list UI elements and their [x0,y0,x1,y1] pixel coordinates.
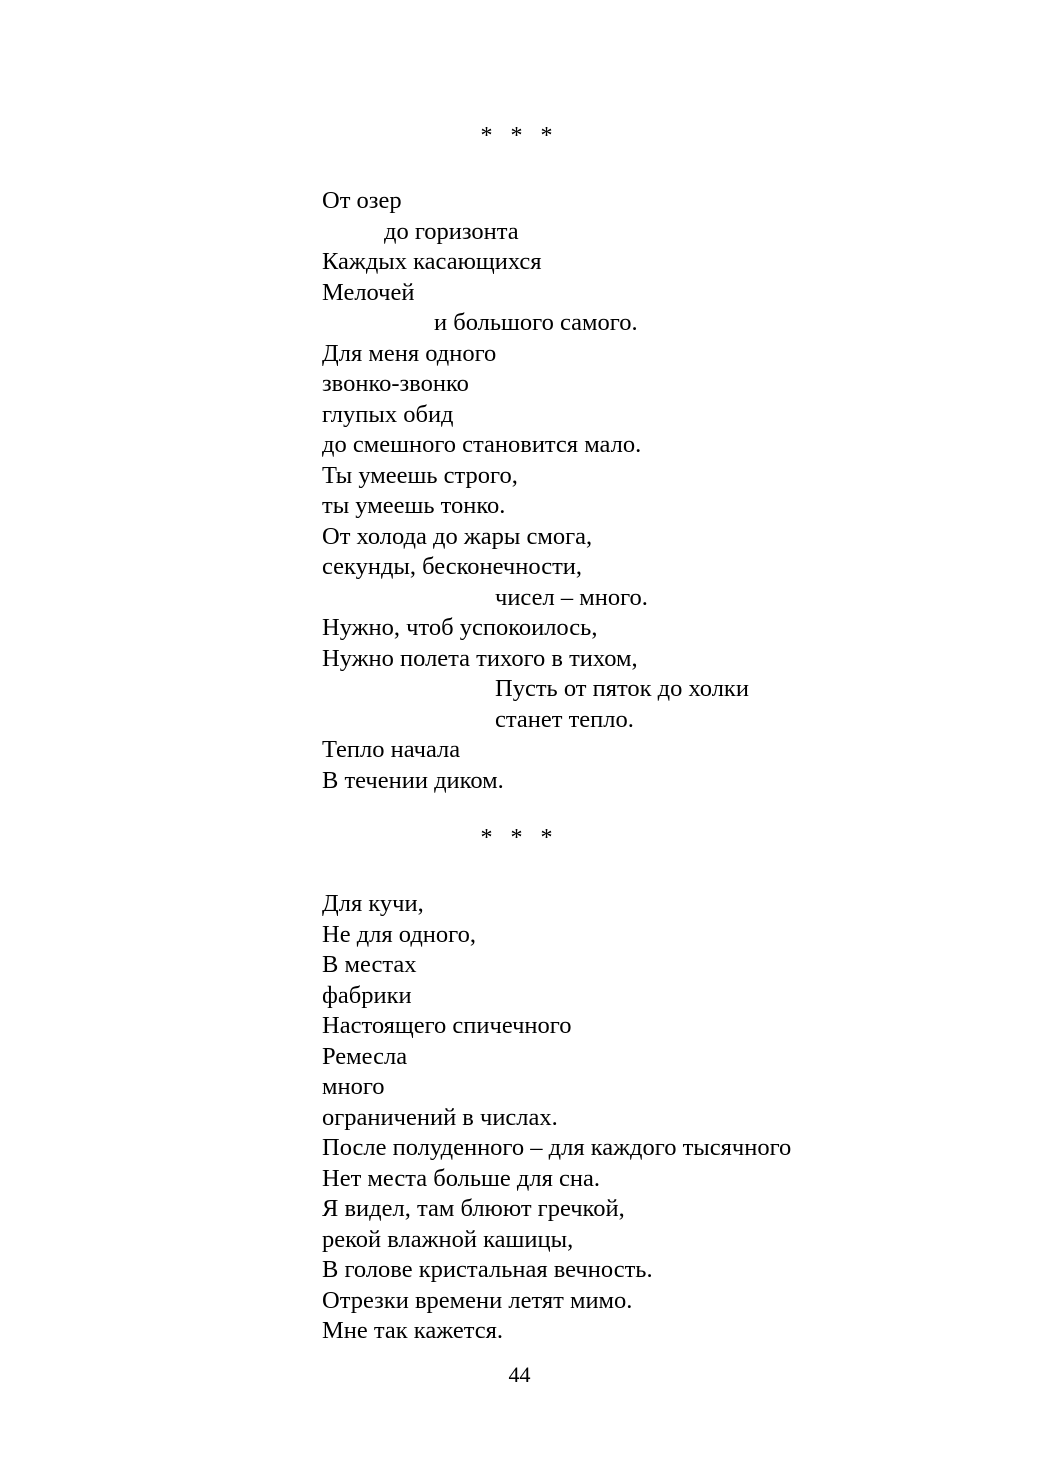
poem-line: Каждых касающихся [322,248,542,275]
poem-line: рекой влажной кашицы, [322,1225,574,1253]
poem-line: Ремесла [322,1042,408,1070]
section-separator-2: * * * [480,825,559,851]
poem-line: Для кучи, [322,890,424,917]
poem-line: После полуденного – для каждого тысячного [322,1134,792,1161]
poem-line: В голове кристальная вечность. [322,1256,653,1283]
poem-line: Ты умеешь строго, [322,461,518,489]
poem-line: Нужно, чтоб успокоилось, [322,614,598,641]
poem-line: Для меня одного [322,339,497,367]
poem-line: Нет места больше для сна. [322,1164,600,1192]
poem-line: Не для одного, [322,920,476,948]
poem-line: Настоящего спичечного [322,1012,572,1039]
poem-line: Тепло начала [322,736,461,763]
poem-line: фабрики [322,981,412,1009]
poem-line: до смешного становится мало. [322,431,642,458]
poem-line: Мне так кажется. [322,1317,503,1344]
poem-line: станет тепло. [495,705,634,733]
poem-line: Нужно полета тихого в тихом, [322,644,638,672]
poem-line: Отрезки времени летят мимо. [322,1286,633,1314]
poem-line: В местах [322,951,417,978]
poem-line: и большого самого. [434,309,638,336]
poem-line: секунды, бесконечности, [322,553,583,580]
poem-line: чисел – много. [495,583,648,611]
poem-line: звонко-звонко [322,370,469,397]
poem-line: ты умеешь тонко. [322,492,506,519]
poem-line: до горизонта [384,217,519,245]
poem-line: много [322,1073,385,1100]
poem-line: глупых обид [322,400,454,428]
poem-line: ограничений в числах. [322,1103,558,1131]
poem-line: В течении диком. [322,766,504,794]
poem-line: Я видел, там блюют гречкой, [322,1195,625,1222]
poem-line: От холода до жары смога, [322,522,593,550]
section-separator-1: * * * [480,123,559,149]
poem-line: От озер [322,187,402,214]
page-number: 44 [508,1362,531,1387]
poem-2 [322,889,962,1347]
poem-line: Мелочей [322,278,415,306]
poem-line: Пусть от пяток до холки [495,675,749,702]
poem-1 [322,186,962,796]
